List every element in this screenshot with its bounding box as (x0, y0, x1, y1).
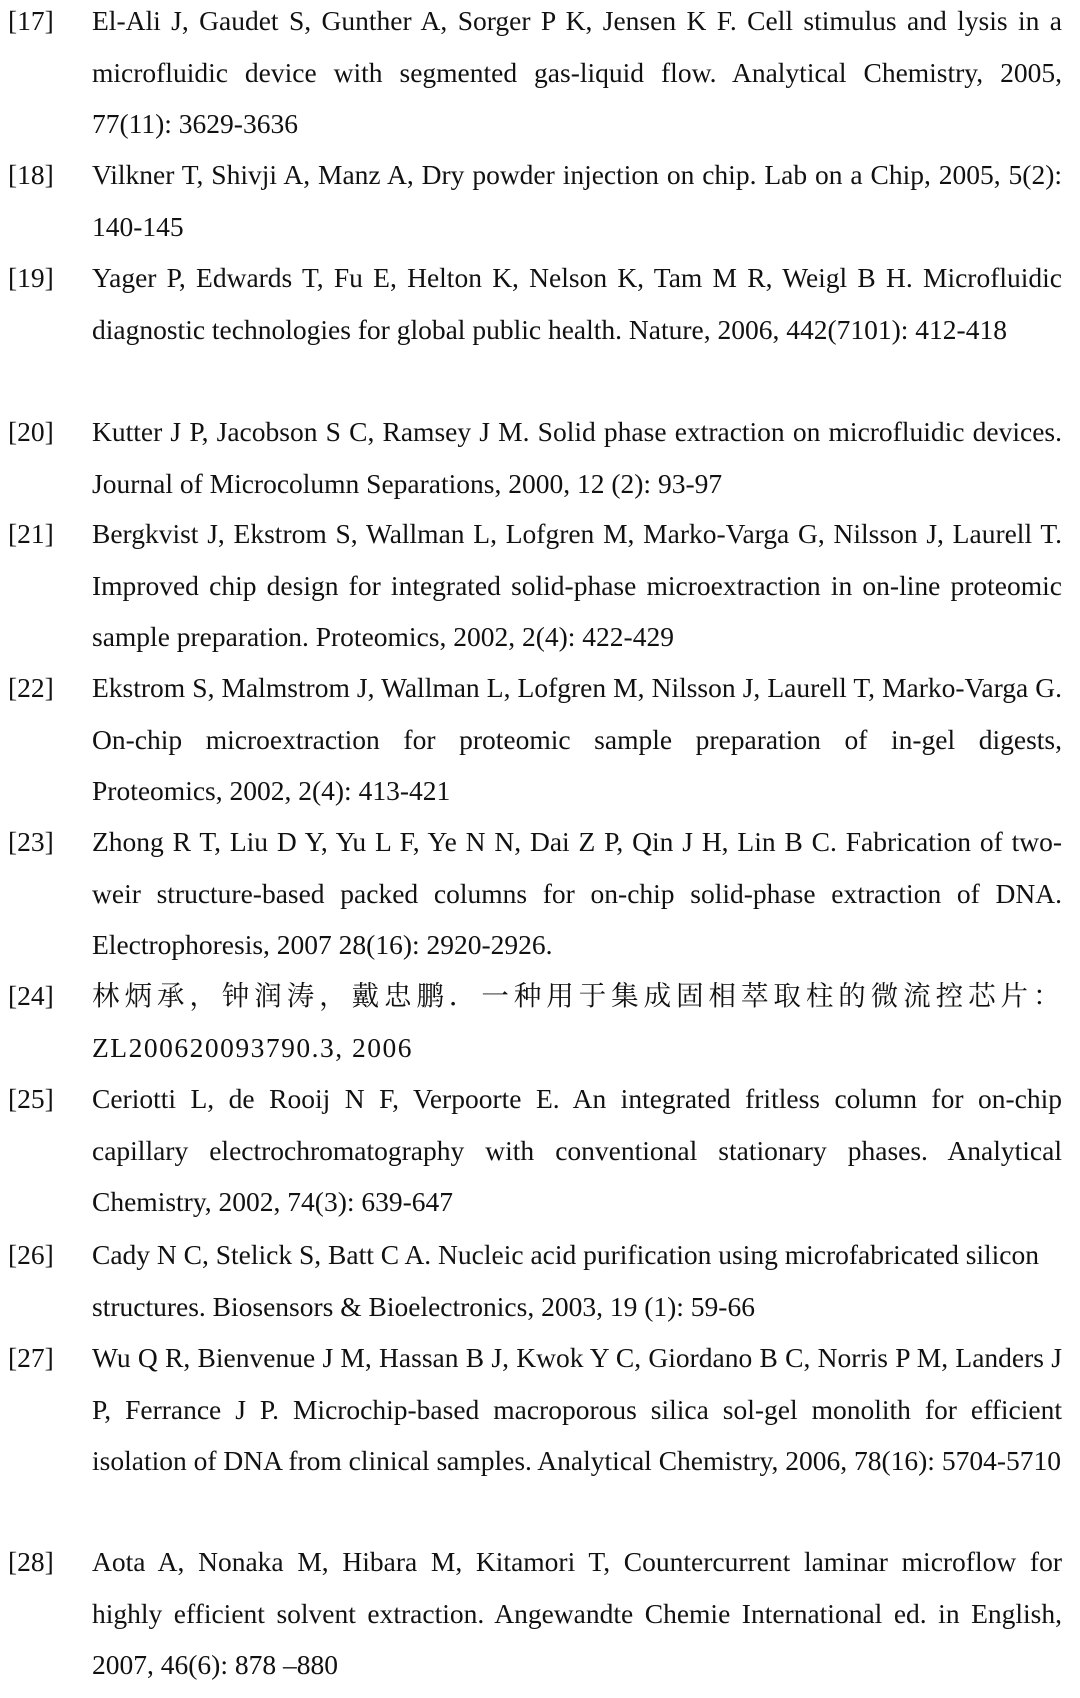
reference-number: [22] (8, 672, 54, 703)
reference-item-24 (0, 970, 1080, 1073)
reference-item-27 (0, 1332, 1080, 1487)
reference-number: [21] (8, 518, 54, 549)
reference-item-25 (0, 1073, 1080, 1228)
reference-text: Ceriotti L, de Rooij N F, Verpoorte E. An integrated fritless column for on-chip capillary electrochromatography with conventional stationary phases. Analytical Chemistry, 2002, 74(3): 639-647 (92, 1083, 1062, 1217)
reference-number: [26] (8, 1239, 54, 1270)
reference-text: Aota A, Nonaka M, Hibara M, Kitamori T, Countercurrent laminar microflow for highly efficient solvent extraction. Angewandte Chemie International ed. in English, 2007, 46(6): 878 –880 (92, 1546, 1062, 1680)
reference-number: [23] (8, 826, 54, 857)
reference-number: [27] (8, 1342, 54, 1373)
reference-number: [17] (8, 5, 54, 36)
reference-item-19 (0, 252, 1080, 355)
reference-text: Wu Q R, Bienvenue J M, Hassan B J, Kwok Y C, Giordano B C, Norris P M, Landers J P, Ferrance J P. Microchip-based macroporous silica sol-gel monolith for efficient isolation of DNA from clinical samples. Analytical Chemistry, 2006, 78(16): 5704-5710 (92, 1342, 1062, 1476)
reference-item-17 (0, 0, 1080, 150)
reference-number: [25] (8, 1083, 54, 1114)
reference-text: Bergkvist J, Ekstrom S, Wallman L, Lofgren M, Marko-Varga G, Nilsson J, Laurell T. Improved chip design for integrated solid-phase microextraction in on-line proteomic sample preparation. Proteomics, 2002, 2(4): 422-429 (92, 518, 1062, 652)
reference-text: 林炳承，钟润涛，戴忠鹏．一种用于集成固相萃取柱的微流控芯片：ZL200620093790.3, 2006 (92, 980, 1062, 1063)
reference-text: Ekstrom S, Malmstrom J, Wallman L, Lofgren M, Nilsson J, Laurell T, Marko-Varga G. On-chip microextraction for proteomic sample preparation of in-gel digests, Proteomics, 2002, 2(4): 413-421 (92, 672, 1062, 806)
reference-item-22 (0, 662, 1080, 817)
reference-number: [20] (8, 416, 54, 447)
reference-item-28 (0, 1536, 1080, 1691)
reference-text: Zhong R T, Liu D Y, Yu L F, Ye N N, Dai Z P, Qin J H, Lin B C. Fabrication of two-weir structure-based packed columns for on-chip solid-phase extraction of DNA. Electrophoresis, 2007 28(16): 2920-2926. (92, 826, 1062, 960)
reference-text: Cady N C, Stelick S, Batt C A. Nucleic acid purification using microfabricated silicon structures. Biosensors & Bioelectronics, 2003, 19 (1): 59-66 (92, 1239, 1040, 1322)
reference-text: El-Ali J, Gaudet S, Gunther A, Sorger P K, Jensen K F. Cell stimulus and lysis in a microfluidic device with segmented gas-liquid flow. Analytical Chemistry, 2005, 77(11): 3629-3636 (92, 5, 1062, 139)
reference-text: Yager P, Edwards T, Fu E, Helton K, Nelson K, Tam M R, Weigl B H. Microfluidic diagnostic technologies for global public health. Nature, 2006, 442(7101): 412-418 (92, 262, 1062, 345)
reference-item-21 (0, 508, 1080, 663)
reference-text: Kutter J P, Jacobson S C, Ramsey J M. Solid phase extraction on microfluidic devices. Journal of Microcolumn Separations, 2000, 12 (2): 93-97 (92, 416, 1062, 499)
reference-item-20 (0, 406, 1080, 509)
reference-item-26 (0, 1229, 1080, 1332)
reference-number: [19] (8, 262, 54, 293)
reference-text: Vilkner T, Shivji A, Manz A, Dry powder injection on chip. Lab on a Chip, 2005, 5(2): 140-145 (92, 159, 1062, 242)
reference-item-18 (0, 149, 1080, 252)
reference-number: [28] (8, 1546, 54, 1577)
reference-number: [24] (8, 980, 54, 1011)
reference-item-23 (0, 816, 1080, 971)
reference-number: [18] (8, 159, 54, 190)
